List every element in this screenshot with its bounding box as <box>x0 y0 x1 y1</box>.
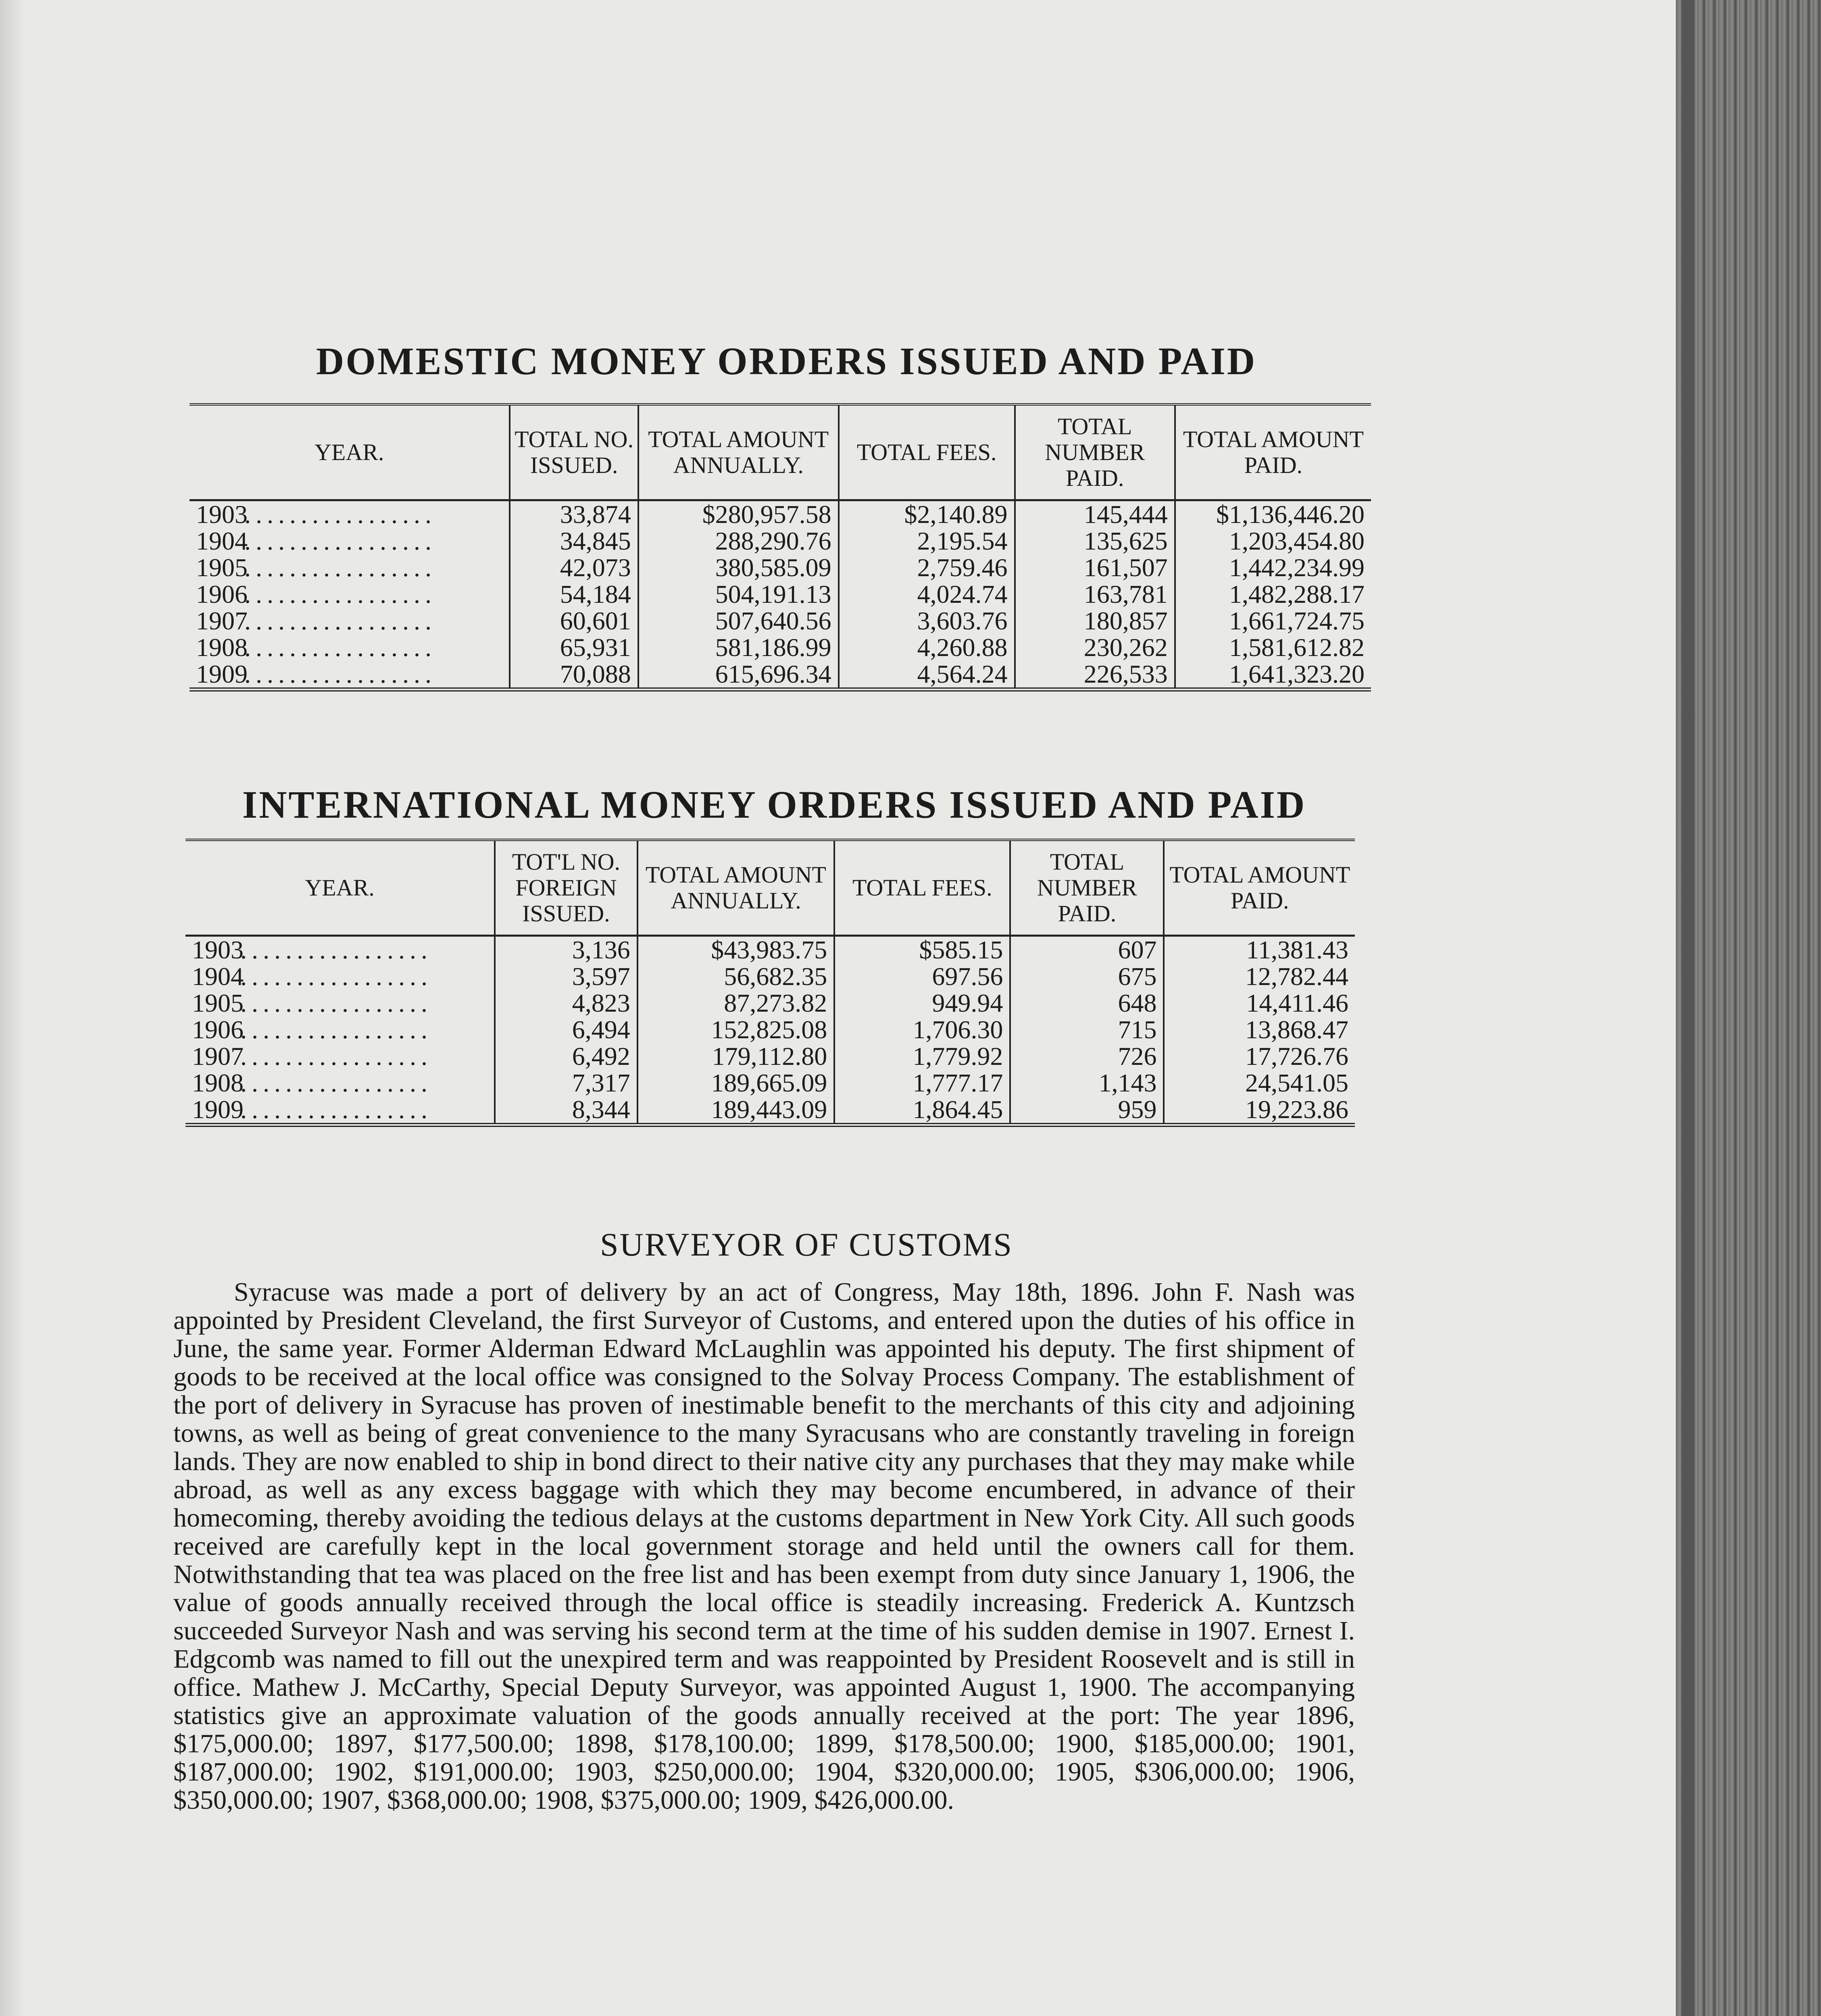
leader-dots: ................. <box>240 1095 432 1124</box>
cell-number-paid: 607 <box>1010 936 1164 964</box>
table-row <box>190 661 1371 689</box>
cell-amount-paid: 1,661,724.75 <box>1175 608 1371 634</box>
cell-amount-paid: 13,868.47 <box>1164 1016 1355 1043</box>
table-header-row <box>185 840 1355 936</box>
cell-number-paid: 726 <box>1010 1043 1164 1070</box>
cell-year <box>190 500 510 528</box>
year-label: 1905 <box>192 989 244 1017</box>
cell-issued: 4,823 <box>495 990 638 1016</box>
cell-amount-paid: 24,541.05 <box>1164 1070 1355 1096</box>
year-label: 1904 <box>196 527 248 555</box>
cell-year <box>185 963 495 990</box>
leader-dots: ................. <box>244 633 436 662</box>
cell-amount: $280,957.58 <box>638 500 839 528</box>
cell-amount: 581,186.99 <box>638 634 839 661</box>
header-amount: TOTAL AMOUNT ANNUALLY. <box>638 840 835 936</box>
cell-issued: 60,601 <box>510 608 638 634</box>
leader-dots: ................. <box>240 1042 432 1070</box>
header-amount: TOTAL AMOUNT ANNUALLY. <box>638 404 839 500</box>
cell-amount: 189,443.09 <box>638 1096 835 1125</box>
table-row <box>185 963 1355 990</box>
cell-number-paid: 180,857 <box>1015 608 1175 634</box>
cell-year <box>190 608 510 634</box>
cell-amount-paid: 1,482,288.17 <box>1175 581 1371 608</box>
header-number-paid: TOTAL NUMBER PAID. <box>1010 840 1164 936</box>
book-spine-shadow <box>1681 0 1694 2016</box>
year-label: 1907 <box>192 1042 244 1070</box>
leader-dots: ................. <box>240 962 432 991</box>
header-issued: TOTAL NO. ISSUED. <box>510 404 638 500</box>
cell-year <box>190 661 510 689</box>
cell-year <box>190 634 510 661</box>
cell-year <box>185 1016 495 1043</box>
cell-fees: 1,779.92 <box>834 1043 1010 1070</box>
cell-issued: 54,184 <box>510 581 638 608</box>
cell-year <box>190 554 510 581</box>
cell-amount: 189,665.09 <box>638 1070 835 1096</box>
leader-dots: ................. <box>244 660 436 688</box>
international-table-body <box>185 936 1355 1125</box>
cell-number-paid: 226,533 <box>1015 661 1175 689</box>
table-row <box>190 634 1371 661</box>
year-label: 1908 <box>196 633 248 662</box>
cell-year <box>185 936 495 964</box>
cell-number-paid: 161,507 <box>1015 554 1175 581</box>
cell-fees: 1,706.30 <box>834 1016 1010 1043</box>
table-row <box>185 1043 1355 1070</box>
table-header-row <box>190 404 1371 500</box>
cell-amount-paid: 1,581,612.82 <box>1175 634 1371 661</box>
cell-fees: 2,195.54 <box>839 528 1015 554</box>
cell-amount-paid: 1,203,454.80 <box>1175 528 1371 554</box>
year-label: 1908 <box>192 1068 244 1097</box>
year-label: 1909 <box>196 660 248 688</box>
cell-fees: $585.15 <box>834 936 1010 964</box>
page-gutter-shade <box>0 0 24 2016</box>
cell-number-paid: 163,781 <box>1015 581 1175 608</box>
cell-year <box>185 1096 495 1125</box>
leader-dots: ................. <box>244 606 436 635</box>
header-amount-paid: TOTAL AMOUNT PAID. <box>1175 404 1371 500</box>
year-label: 1909 <box>192 1095 244 1124</box>
year-label: 1903 <box>196 500 248 529</box>
cell-fees: 1,777.17 <box>834 1070 1010 1096</box>
domestic-table-title: DOMESTIC MONEY ORDERS ISSUED AND PAID <box>316 339 1257 383</box>
cell-issued: 3,136 <box>495 936 638 964</box>
cell-fees: 949.94 <box>834 990 1010 1016</box>
leader-dots: ................. <box>244 580 436 608</box>
table-row <box>190 500 1371 528</box>
header-number-paid: TOTAL NUMBER PAID. <box>1015 404 1175 500</box>
table-row <box>190 554 1371 581</box>
year-label: 1905 <box>196 553 248 582</box>
table-row <box>185 990 1355 1016</box>
table-row <box>185 1070 1355 1096</box>
cell-amount-paid: 19,223.86 <box>1164 1096 1355 1125</box>
header-fees: TOTAL FEES. <box>834 840 1010 936</box>
leader-dots: ................. <box>244 527 436 555</box>
cell-amount-paid: 1,442,234.99 <box>1175 554 1371 581</box>
year-label: 1906 <box>192 1015 244 1044</box>
cell-amount: 380,585.09 <box>638 554 839 581</box>
cell-amount: 56,682.35 <box>638 963 835 990</box>
cell-number-paid: 145,444 <box>1015 500 1175 528</box>
leader-dots: ................. <box>244 500 436 529</box>
leader-dots: ................. <box>240 989 432 1017</box>
cell-amount-paid: 17,726.76 <box>1164 1043 1355 1070</box>
year-label: 1904 <box>192 962 244 991</box>
cell-number-paid: 959 <box>1010 1096 1164 1125</box>
domestic-table-body <box>190 500 1371 690</box>
domestic-money-orders-table <box>190 403 1371 691</box>
customs-section-title: SURVEYOR OF CUSTOMS <box>600 1226 1013 1263</box>
table-row <box>190 528 1371 554</box>
cell-amount-paid: 14,411.46 <box>1164 990 1355 1016</box>
cell-number-paid: 648 <box>1010 990 1164 1016</box>
table-row <box>190 581 1371 608</box>
cell-amount: 87,273.82 <box>638 990 835 1016</box>
cell-issued: 70,088 <box>510 661 638 689</box>
cell-fees: $2,140.89 <box>839 500 1015 528</box>
leader-dots: ................. <box>240 1015 432 1044</box>
cell-fees: 3,603.76 <box>839 608 1015 634</box>
header-fees: TOTAL FEES. <box>839 404 1015 500</box>
international-money-orders-table <box>185 839 1355 1127</box>
cell-number-paid: 1,143 <box>1010 1070 1164 1096</box>
cell-issued: 3,597 <box>495 963 638 990</box>
header-year: YEAR. <box>185 840 495 936</box>
cell-year <box>185 1043 495 1070</box>
cell-year <box>185 1070 495 1096</box>
leader-dots: ................. <box>244 553 436 582</box>
cell-issued: 33,874 <box>510 500 638 528</box>
year-label: 1903 <box>192 935 244 964</box>
cell-issued: 65,931 <box>510 634 638 661</box>
table-row <box>185 936 1355 964</box>
book-page-edges <box>1676 0 1821 2016</box>
cell-amount: 152,825.08 <box>638 1016 835 1043</box>
header-amount-paid: TOTAL AMOUNT PAID. <box>1164 840 1355 936</box>
cell-amount: $43,983.75 <box>638 936 835 964</box>
cell-amount-paid: 11,381.43 <box>1164 936 1355 964</box>
cell-amount-paid: 12,782.44 <box>1164 963 1355 990</box>
table-row <box>185 1016 1355 1043</box>
cell-number-paid: 135,625 <box>1015 528 1175 554</box>
header-year: YEAR. <box>190 404 510 500</box>
table-row <box>190 608 1371 634</box>
cell-issued: 6,492 <box>495 1043 638 1070</box>
cell-issued: 7,317 <box>495 1070 638 1096</box>
cell-issued: 42,073 <box>510 554 638 581</box>
leader-dots: ................. <box>240 935 432 964</box>
year-label: 1906 <box>196 580 248 608</box>
leader-dots: ................. <box>240 1068 432 1097</box>
cell-number-paid: 230,262 <box>1015 634 1175 661</box>
cell-amount: 507,640.56 <box>638 608 839 634</box>
cell-year <box>190 581 510 608</box>
cell-amount-paid: $1,136,446.20 <box>1175 500 1371 528</box>
cell-fees: 2,759.46 <box>839 554 1015 581</box>
cell-issued: 6,494 <box>495 1016 638 1043</box>
cell-number-paid: 715 <box>1010 1016 1164 1043</box>
cell-fees: 697.56 <box>834 963 1010 990</box>
cell-year <box>185 990 495 1016</box>
customs-paragraph: Syracuse was made a port of delivery by an act of Congress, May 18th, 1896. John F. Nash was appointed by President Cleveland, the first Surveyor of Customs, and entered upon the duties of his office in June, the same year. Former Alderman Edward McLaughlin was appointed his deputy. The first shipment of goods to be received at the local office was consigned to the Solvay Process Company. The establishment of the port of delivery in Syracuse has proven of inestimable benefit to the merchants of this city and adjoining towns, as well as being of great convenience to the many Syracusans who are constantly traveling in foreign lands. They are now enabled to ship in bond direct to their native city any purchases that they may make while abroad, as well as any excess baggage with which they may become encumbered, in advance of their homecoming, thereby avoiding the tedious delays at the customs department in New York City. All such goods received are carefully kept in the local government storage and held until the owners call for them. Notwithstanding that tea was placed on the free list and has been exempt from duty since January 1, 1906, the value of goods annually received through the local office is steadily increasing. Frederick A. Kuntzsch succeeded Surveyor Nash and was serving his second term at the time of his sudden demise in 1907. Ernest I. Edgcomb was named to fill out the unexpired term and was reappointed by President Roosevelt and is still in office. Mathew J. McCarthy, Special Deputy Surveyor, was appointed August 1, 1900. The accompanying statistics give an approximate valuation of the goods annually received at the port: The year 1896, $175,000.00; 1897, $177,500.00; 1898, $178,100.00; 1899, $178,500.00; 1900, $185,000.00; 1901, $187,000.00; 1902, $191,000.00; 1903, $250,000.00; 1904, $320,000.00; 1905, $306,000.00; 1906, $350,000.00; 1907, $368,000.00; 1908, $375,000.00; 1909, $426,000.00. <box>173 1277 1355 1815</box>
cell-fees: 4,024.74 <box>839 581 1015 608</box>
cell-amount-paid: 1,641,323.20 <box>1175 661 1371 689</box>
cell-fees: 4,260.88 <box>839 634 1015 661</box>
year-label: 1907 <box>196 606 248 635</box>
cell-number-paid: 675 <box>1010 963 1164 990</box>
cell-year <box>190 528 510 554</box>
cell-amount: 504,191.13 <box>638 581 839 608</box>
table-row <box>185 1096 1355 1125</box>
cell-fees: 1,864.45 <box>834 1096 1010 1125</box>
cell-amount: 288,290.76 <box>638 528 839 554</box>
cell-issued: 8,344 <box>495 1096 638 1125</box>
cell-amount: 615,696.34 <box>638 661 839 689</box>
international-table-title: INTERNATIONAL MONEY ORDERS ISSUED AND PAID <box>242 783 1306 826</box>
cell-issued: 34,845 <box>510 528 638 554</box>
cell-amount: 179,112.80 <box>638 1043 835 1070</box>
header-issued: TOT'L NO. FOREIGN ISSUED. <box>495 840 638 936</box>
cell-fees: 4,564.24 <box>839 661 1015 689</box>
